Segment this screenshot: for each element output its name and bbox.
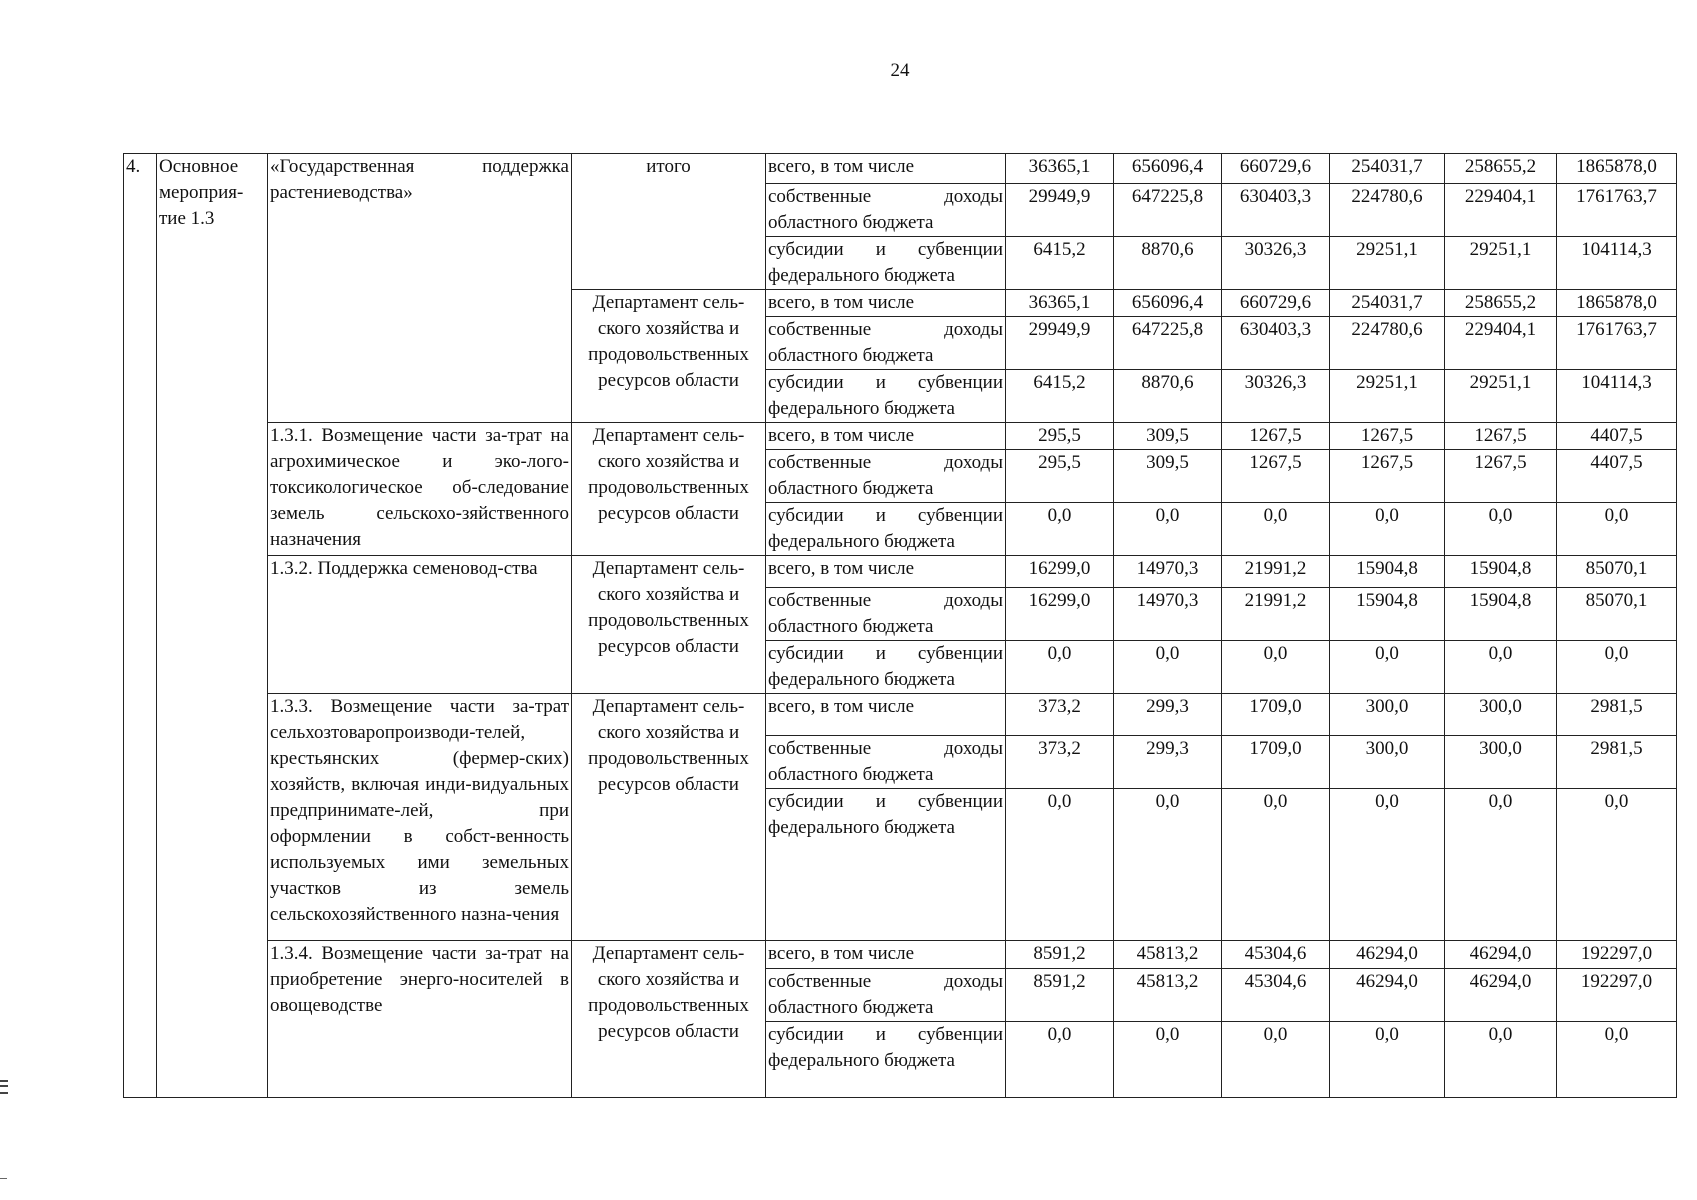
value-total-cell: 0,0 (1557, 789, 1677, 941)
subitem-title: 1.3.3. Возмещение части за-трат сельхозтоваропроизводи-телей, крестьянских (фермер-ских) хозяйств, включая инди-видуальных предпринимате-лей, при оформлении в собст-венность используемых ими земельных участков из земель сельскохозяйственного назна-чения (268, 694, 572, 941)
value-total-cell: 85070,1 (1557, 556, 1677, 588)
funding-total-label: всего, в том числе (766, 556, 1006, 588)
subitem-title: 1.3.4. Возмещение части за-трат на приобретение энерго-носителей в овощеводстве (268, 941, 572, 1098)
value-year-cell: 1267,5 (1330, 450, 1445, 503)
value-year-cell: 300,0 (1445, 736, 1557, 789)
value-year-cell: 6415,2 (1006, 370, 1114, 423)
label-line: субсидии и субвенции (768, 643, 1003, 664)
value-year-cell: 15904,8 (1445, 588, 1557, 641)
subitem-title: 1.3.2. Поддержка семеновод-ства (268, 556, 572, 694)
value-year-cell: 21991,2 (1222, 588, 1330, 641)
value-year-cell: 8870,6 (1114, 237, 1222, 290)
funding-total-label: всего, в том числе (766, 423, 1006, 450)
value-year-cell: 45813,2 (1114, 941, 1222, 969)
value-year-cell: 29251,1 (1445, 237, 1557, 290)
value-total-cell: 1865878,0 (1557, 290, 1677, 317)
value-year-cell: 630403,3 (1222, 317, 1330, 370)
value-year-cell: 8591,2 (1006, 941, 1114, 969)
value-year-cell: 0,0 (1445, 503, 1557, 556)
value-total-cell: 0,0 (1557, 503, 1677, 556)
value-year-cell: 1709,0 (1222, 736, 1330, 789)
value-year-cell: 30326,3 (1222, 370, 1330, 423)
value-year-cell: 45813,2 (1114, 969, 1222, 1022)
label-line: собственные доходы (768, 590, 1003, 611)
value-total-cell: 2981,5 (1557, 736, 1677, 789)
funding-regional-label (766, 450, 1006, 503)
value-year-cell: 647225,8 (1114, 184, 1222, 237)
value-total-cell: 0,0 (1557, 1022, 1677, 1098)
value-year-cell: 29251,1 (1330, 370, 1445, 423)
table-row (124, 941, 1677, 969)
value-year-cell: 1709,0 (1222, 694, 1330, 736)
value-year-cell: 1267,5 (1330, 423, 1445, 450)
label-line: субсидии и субвенции (768, 372, 1003, 393)
value-year-cell: 258655,2 (1445, 290, 1557, 317)
value-year-cell: 0,0 (1330, 641, 1445, 694)
subitem-title: 1.3.1. Возмещение части за-трат на агрохимическое и эко-лого-токсикологическое об-следование земель сельскохо-зяйственного назначения (268, 423, 572, 556)
funding-total-label: всего, в том числе (766, 290, 1006, 317)
value-year-cell: 0,0 (1114, 789, 1222, 941)
funding-regional-label (766, 317, 1006, 370)
label-line: областного бюджета (768, 764, 934, 785)
value-total-cell: 1761763,7 (1557, 317, 1677, 370)
value-year-cell: 8591,2 (1006, 969, 1114, 1022)
funding-federal-label (766, 641, 1006, 694)
value-year-cell: 254031,7 (1330, 290, 1445, 317)
value-year-cell: 14970,3 (1114, 588, 1222, 641)
value-year-cell: 46294,0 (1330, 941, 1445, 969)
label-line: федерального бюджета (768, 531, 955, 552)
value-year-cell: 224780,6 (1330, 317, 1445, 370)
value-year-cell: 656096,4 (1114, 154, 1222, 184)
value-total-cell: 0,0 (1557, 641, 1677, 694)
value-year-cell: 224780,6 (1330, 184, 1445, 237)
label-line: областного бюджета (768, 212, 934, 233)
funding-federal-label (766, 237, 1006, 290)
executor-department: Департамент сель-ского хозяйства и продовольственных ресурсов области (572, 694, 766, 941)
value-year-cell: 30326,3 (1222, 237, 1330, 290)
value-year-cell: 0,0 (1222, 641, 1330, 694)
row-number: 4. (124, 154, 157, 1098)
value-year-cell: 0,0 (1222, 1022, 1330, 1098)
label-line: областного бюджета (768, 997, 934, 1018)
value-year-cell: 21991,2 (1222, 556, 1330, 588)
value-year-cell: 299,3 (1114, 694, 1222, 736)
table-row (124, 423, 1677, 450)
value-total-cell: 4407,5 (1557, 450, 1677, 503)
value-year-cell: 295,5 (1006, 423, 1114, 450)
value-year-cell: 300,0 (1330, 694, 1445, 736)
value-year-cell: 0,0 (1222, 503, 1330, 556)
value-year-cell: 29251,1 (1330, 237, 1445, 290)
value-year-cell: 29949,9 (1006, 317, 1114, 370)
label-line: субсидии и субвенции (768, 239, 1003, 260)
page-number: 24 (890, 60, 910, 81)
value-year-cell: 258655,2 (1445, 154, 1557, 184)
value-year-cell: 229404,1 (1445, 184, 1557, 237)
value-total-cell: 85070,1 (1557, 588, 1677, 641)
value-year-cell: 45304,6 (1222, 969, 1330, 1022)
funding-regional-label (766, 588, 1006, 641)
executor-department: Департамент сель-ского хозяйства и продовольственных ресурсов области (572, 290, 766, 423)
value-year-cell: 300,0 (1445, 694, 1557, 736)
value-year-cell: 373,2 (1006, 694, 1114, 736)
label-line: собственные доходы (768, 738, 1003, 759)
value-year-cell: 0,0 (1006, 503, 1114, 556)
value-year-cell: 46294,0 (1445, 941, 1557, 969)
value-year-cell: 16299,0 (1006, 588, 1114, 641)
value-year-cell: 36365,1 (1006, 154, 1114, 184)
funding-federal-label (766, 1022, 1006, 1098)
value-year-cell: 14970,3 (1114, 556, 1222, 588)
value-year-cell: 0,0 (1445, 1022, 1557, 1098)
value-year-cell: 0,0 (1330, 503, 1445, 556)
value-year-cell: 373,2 (1006, 736, 1114, 789)
value-year-cell: 630403,3 (1222, 184, 1330, 237)
value-total-cell: 1761763,7 (1557, 184, 1677, 237)
value-year-cell: 1267,5 (1445, 450, 1557, 503)
value-year-cell: 29949,9 (1006, 184, 1114, 237)
funding-total-label: всего, в том числе (766, 941, 1006, 969)
value-year-cell: 0,0 (1006, 641, 1114, 694)
value-year-cell: 6415,2 (1006, 237, 1114, 290)
funding-regional-label (766, 736, 1006, 789)
value-year-cell: 254031,7 (1330, 154, 1445, 184)
value-year-cell: 0,0 (1006, 789, 1114, 941)
funding-regional-label (766, 184, 1006, 237)
value-year-cell: 45304,6 (1222, 941, 1330, 969)
label-line: субсидии и субвенции (768, 791, 1003, 812)
measure-title: «Государственная поддержка растениеводства» (268, 154, 572, 423)
label-line: федерального бюджета (768, 398, 955, 419)
value-year-cell: 229404,1 (1445, 317, 1557, 370)
value-year-cell: 46294,0 (1445, 969, 1557, 1022)
value-total-cell: 1865878,0 (1557, 154, 1677, 184)
value-total-cell: 192297,0 (1557, 941, 1677, 969)
executor-department: Департамент сель-ского хозяйства и продовольственных ресурсов области (572, 941, 766, 1098)
value-year-cell: 309,5 (1114, 423, 1222, 450)
label-line: федерального бюджета (768, 1050, 955, 1071)
label-line: федерального бюджета (768, 265, 955, 286)
value-total-cell: 4407,5 (1557, 423, 1677, 450)
value-year-cell: 15904,8 (1330, 556, 1445, 588)
value-year-cell: 309,5 (1114, 450, 1222, 503)
value-year-cell: 46294,0 (1330, 969, 1445, 1022)
label-line: собственные доходы (768, 971, 1003, 992)
label-line: собственные доходы (768, 452, 1003, 473)
value-year-cell: 16299,0 (1006, 556, 1114, 588)
label-line: субсидии и субвенции (768, 505, 1003, 526)
value-year-cell: 1267,5 (1445, 423, 1557, 450)
executor-total: итого (572, 154, 766, 290)
value-year-cell: 1267,5 (1222, 450, 1330, 503)
measure-type: Основное мероприя-тие 1.3 (157, 154, 268, 1098)
value-total-cell: 192297,0 (1557, 969, 1677, 1022)
value-year-cell: 36365,1 (1006, 290, 1114, 317)
executor-department: Департамент сель-ского хозяйства и продовольственных ресурсов области (572, 556, 766, 694)
funding-federal-label (766, 503, 1006, 556)
label-line: федерального бюджета (768, 817, 955, 838)
label-line: областного бюджета (768, 345, 934, 366)
label-line: областного бюджета (768, 478, 934, 499)
scan-edge-dash (0, 1178, 7, 1179)
value-year-cell: 660729,6 (1222, 154, 1330, 184)
value-year-cell: 1267,5 (1222, 423, 1330, 450)
value-year-cell: 0,0 (1114, 641, 1222, 694)
value-year-cell: 299,3 (1114, 736, 1222, 789)
value-year-cell: 0,0 (1330, 789, 1445, 941)
value-year-cell: 0,0 (1445, 789, 1557, 941)
value-year-cell: 0,0 (1006, 1022, 1114, 1098)
label-line: собственные доходы (768, 186, 1003, 207)
value-year-cell: 656096,4 (1114, 290, 1222, 317)
value-year-cell: 8870,6 (1114, 370, 1222, 423)
executor-department: Департамент сель-ского хозяйства и продовольственных ресурсов области (572, 423, 766, 556)
scan-edge-mark (0, 1080, 8, 1094)
label-line: федерального бюджета (768, 669, 955, 690)
funding-total-label: всего, в том числе (766, 154, 1006, 184)
label-line: субсидии и субвенции (768, 1024, 1003, 1045)
funding-federal-label (766, 370, 1006, 423)
value-year-cell: 660729,6 (1222, 290, 1330, 317)
label-line: областного бюджета (768, 616, 934, 637)
value-total-cell: 2981,5 (1557, 694, 1677, 736)
funding-federal-label (766, 789, 1006, 941)
value-year-cell: 15904,8 (1445, 556, 1557, 588)
budget-table (123, 153, 1677, 1098)
value-year-cell: 0,0 (1114, 503, 1222, 556)
table-row (124, 154, 1677, 184)
table-row (124, 694, 1677, 736)
value-total-cell: 104114,3 (1557, 237, 1677, 290)
label-line: собственные доходы (768, 319, 1003, 340)
value-year-cell: 0,0 (1114, 1022, 1222, 1098)
value-year-cell: 15904,8 (1330, 588, 1445, 641)
value-year-cell: 0,0 (1330, 1022, 1445, 1098)
funding-total-label: всего, в том числе (766, 694, 1006, 736)
value-year-cell: 647225,8 (1114, 317, 1222, 370)
table-row (124, 556, 1677, 588)
funding-regional-label (766, 969, 1006, 1022)
value-total-cell: 104114,3 (1557, 370, 1677, 423)
value-year-cell: 295,5 (1006, 450, 1114, 503)
value-year-cell: 300,0 (1330, 736, 1445, 789)
value-year-cell: 0,0 (1445, 641, 1557, 694)
value-year-cell: 0,0 (1222, 789, 1330, 941)
value-year-cell: 29251,1 (1445, 370, 1557, 423)
